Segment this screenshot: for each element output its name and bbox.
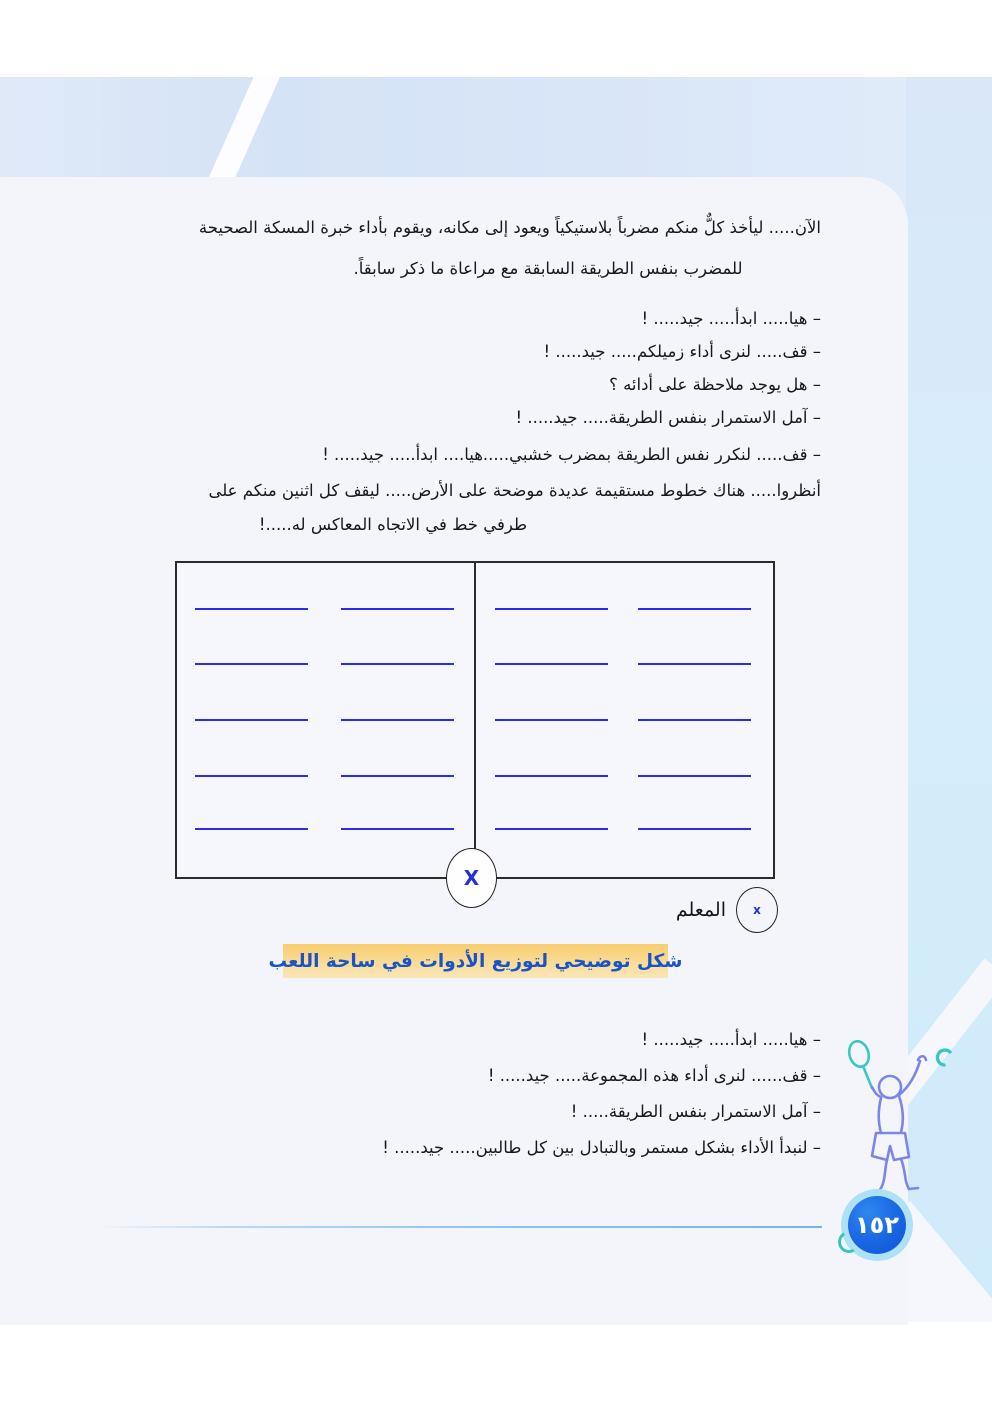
- teacher-position-x: X: [463, 866, 480, 890]
- dialogue-lines-bottom: [85, 1022, 821, 1166]
- bullet-line: – هيا..... ابدأ..... جيد..... !: [641, 309, 821, 328]
- court-line-mark: [495, 608, 608, 610]
- court-line-mark: [341, 608, 454, 610]
- badminton-player-illustration: [828, 1030, 992, 1212]
- court-line-mark: [638, 608, 751, 610]
- court-line-mark: [638, 828, 751, 830]
- bullet-line: – قف..... لنرى أداء زميلكم..... جيد..... !: [543, 342, 821, 361]
- legend-x-mark: x: [753, 903, 761, 917]
- lines-instruction-paragraph: [85, 474, 821, 542]
- paragraph-line: للمضرب بنفس الطريقة السابقة مع مراعاة ما ذكر سابقاً.: [353, 259, 743, 278]
- court-line-mark: [495, 828, 608, 830]
- paragraph-line: أنظروا..... هناك خطوط مستقيمة عديدة موضحة على الأرض..... ليقف كل اثنين منكم على: [208, 481, 821, 500]
- court-line-mark: [638, 775, 751, 777]
- court-line-mark: [341, 775, 454, 777]
- player-outline: [870, 1056, 926, 1194]
- bullet-line: – آمل الاستمرار بنفس الطريقة..... جيد..... !: [515, 408, 821, 427]
- dialogue-lines-top: [85, 302, 821, 471]
- court-line-mark: [195, 719, 308, 721]
- page-number: ١٥٢: [848, 1196, 906, 1254]
- court-line-mark: [495, 775, 608, 777]
- intro-paragraph: [85, 207, 821, 289]
- court-line-mark: [638, 663, 751, 665]
- court-line-mark: [195, 663, 308, 665]
- teacher-legend-icon: [736, 887, 778, 933]
- court-line-mark: [195, 775, 308, 777]
- figure-caption-text: شكل توضيحي لتوزيع الأدوات في ساحة اللعب: [268, 950, 683, 972]
- playground-diagram: [175, 561, 775, 879]
- court-center-divider: [474, 563, 476, 877]
- page-number-badge: [841, 1189, 913, 1261]
- court-line-mark: [341, 663, 454, 665]
- court-line-mark: [341, 719, 454, 721]
- shuttlecock-icon: [937, 1050, 950, 1065]
- paragraph-line: الآن..... ليأخذ كلٌّ منكم مضرباً بلاستيكياً ويعود إلى مكانه، ويقوم بأداء خبرة المسكة الصحيحة: [198, 218, 821, 237]
- teacher-position-marker: [446, 848, 497, 908]
- bullet-line: – قف..... لنكرر نفس الطريقة بمضرب خشبي.....هيا.... ابدأ..... جيد..... !: [322, 445, 821, 464]
- content-card: [0, 177, 908, 1325]
- racket-icon: [846, 1039, 872, 1088]
- court-line-mark: [195, 828, 308, 830]
- court-line-mark: [495, 719, 608, 721]
- court-line-mark: [341, 828, 454, 830]
- strip-diagonal-stripe: [906, 1201, 992, 1322]
- paragraph-line: طرفي خط في الاتجاه المعاكس له.....!: [258, 515, 528, 534]
- diagram-legend: [668, 887, 778, 933]
- bullet-line: – قف...... لنرى أداء هذه المجموعة..... جيد..... !: [487, 1066, 821, 1085]
- figure-caption-box: [268, 944, 683, 978]
- bullet-line: – هل يوجد ملاحظة على أدائه ؟: [609, 375, 821, 394]
- court-line-mark: [495, 663, 608, 665]
- court-line-mark: [638, 719, 751, 721]
- bullet-line: – هيا..... ابدأ..... جيد..... !: [641, 1030, 821, 1049]
- footer-rule: [95, 1226, 822, 1228]
- legend-label: المعلم: [675, 899, 726, 921]
- bullet-line: – آمل الاستمرار بنفس الطريقة..... !: [570, 1102, 821, 1121]
- bullet-line: – لنبدأ الأداء بشكل مستمر وبالتبادل بين كل طالبين..... جيد..... !: [382, 1138, 821, 1157]
- court-line-mark: [195, 608, 308, 610]
